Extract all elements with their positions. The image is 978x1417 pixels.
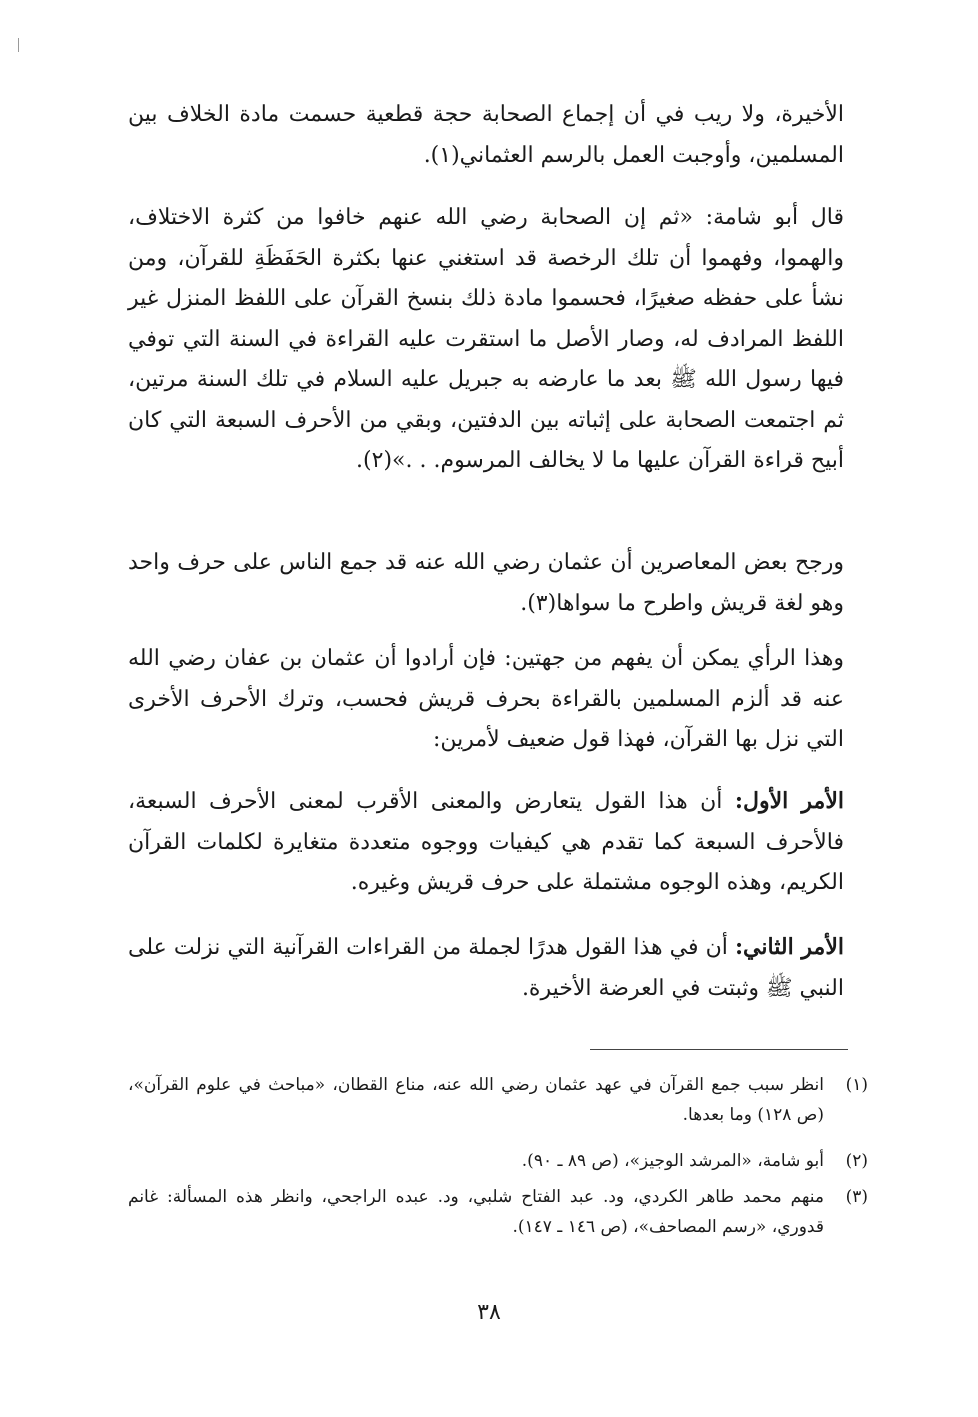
footnote-number: (٢) [845,1151,868,1171]
paragraph-lead: الأمر الثاني: [734,934,844,960]
paragraph-text: الأخيرة، ولا ريب في أن إجماع الصحابة حجة قطعية حسمت مادة الخلاف بين المسلمين، وأوجبت العمل بالرسم العثماني(١). [128,102,844,168]
paragraph-text: قال أبو شامة: «ثم إن الصحابة رضي الله عنهم خافوا من كثرة الاختلاف، والهموا، وفهموا أن تلك الرخصة قد استغني عنها بكثرة الحَفَظَةِ للقرآن، ومن نشأ على حفظه صغيرًا، فحسموا مادة ذلك بنسخ القرآن على اللفظ المنزل غير اللفظ المرادف له، وصار الأصل ما استقرت عليه القراءة في السنة التي توفي فيها رسول الله ﷺ بعد ما عارضه به جبريل عليه السلام في تلك السنة مرتين، ثم اجتمعت الصحابة على إثباته بين الدفتين، وبقي من الأحرف السبعة التي كان أبيح قراءة القرآن عليها ما لا يخالف المرسوم. . .»(٢). [128,205,844,473]
footnote-text: منهم محمد طاهر الكردي، ود. عبد الفتاح شلبي، ود. عبده الراجحي، وانظر هذه المسألة: غانم قدوري، «رسم المصاحف»، (ص ١٤٦ ـ ١٤٧). [128,1187,824,1237]
scan-edge-mark [18,38,19,52]
footnote-2 [128,1146,868,1176]
paragraph-1 [128,94,844,176]
footnote-text: انظر سبب جمع القرآن في عهد عثمان رضي الله عنه، مناع القطان، «مباحث في علوم القرآن»، (ص ١٢٨) وما بعدها. [128,1075,824,1125]
page-number: ٣٨ [477,1300,501,1325]
footnote-number: (٣) [845,1187,868,1207]
paragraph-text: ورجح بعض المعاصرين أن عثمان رضي الله عنه قد جمع الناس على حرف واحد وهو لغة قريش واطرح ما سواها(٣). [128,550,844,616]
paragraph-3 [128,542,844,624]
paragraph-first-matter [128,781,844,904]
paragraph-second-matter [128,927,844,1009]
footnote-text: أبو شامة، «المرشد الوجيز»، (ص ٨٩ ـ ٩٠). [521,1151,824,1171]
paragraph-text: أن في هذا القول هدرًا لجملة من القراءات القرآنية التي نزلت على النبي ﷺ وثبتت في العرضة الأخيرة. [128,935,844,1001]
footnote-number: (١) [845,1075,868,1095]
paragraph-text: أن هذا القول يتعارض والمعنى الأقرب لمعنى الأحرف السبعة، فالأحرف السبعة كما تقدم هي كيفيات ووجوه متعددة متغايرة لكلمات القرآن الكريم، وهذه الوجوه مشتملة على حرف قريش وغيره. [128,789,844,895]
paragraph-abu-shama-quote [128,197,844,482]
footnote-divider [590,1049,848,1050]
paragraph-lead: الأمر الأول: [734,788,844,814]
paragraph-4 [128,638,844,761]
footnote-1 [128,1070,868,1130]
footnote-3 [128,1182,868,1242]
paragraph-text: وهذا الرأي يمكن أن يفهم من جهتين: فإن أرادوا أن عثمان بن عفان رضي الله عنه قد ألزم المسلمين بالقراءة بحرف قريش فحسب، وترك الأحرف الأخرى التي نزل بها القرآن، فهذا قول ضعيف لأمرين: [128,646,844,752]
